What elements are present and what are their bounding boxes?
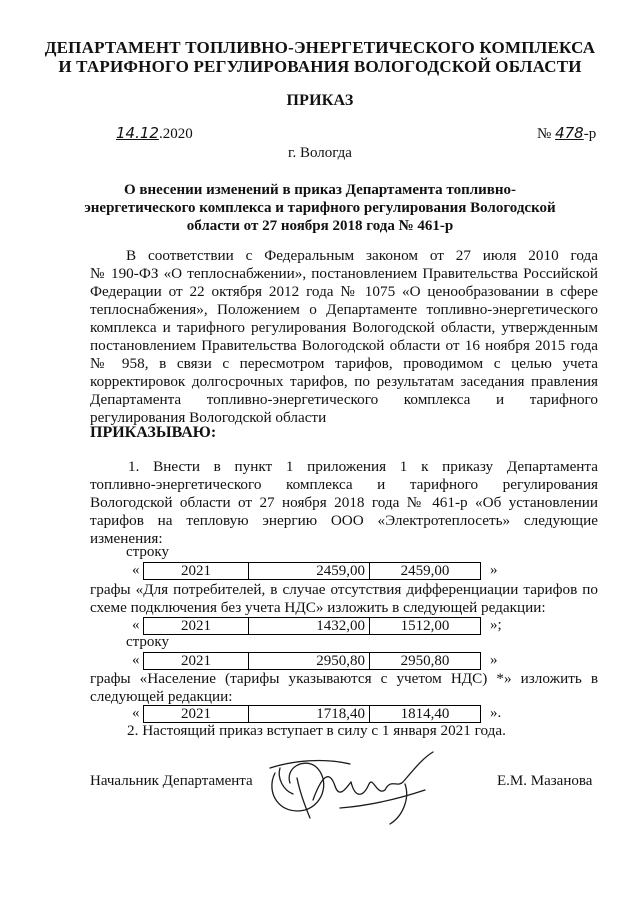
item-1-line: 1. Внести в пункт 1 приложения 1 к приказу Департамента	[128, 458, 598, 475]
document-date	[116, 124, 193, 143]
item-1-line: топливно-энергетического комплекса и тарифного регулирования	[90, 476, 598, 493]
title-line-2: энергетического комплекса и тарифного регулирования Вологодской	[84, 200, 556, 216]
item-1-line: тарифов на тепловую энергию ООО «Электротеплосеть» следующие	[90, 512, 598, 529]
handwritten-signature	[255, 738, 455, 833]
table-row	[144, 706, 481, 723]
signer-name: Е.М. Мазанова	[497, 773, 593, 789]
column-description-2	[90, 670, 598, 706]
description-line: следующей редакции:	[90, 688, 233, 705]
values-table-4	[143, 705, 481, 723]
year-cell: 2021	[144, 706, 249, 723]
value-cell: 2459,00	[370, 563, 481, 580]
quote-open: «	[132, 652, 140, 668]
preamble-line: Федерации от 22 октября 2012 года № 1075 «О ценообразовании в сфере	[90, 283, 598, 300]
year-cell: 2021	[144, 618, 249, 635]
document-title	[0, 181, 640, 235]
item-1-line: Вологодской области от 27 ноября 2018 года № 461-р «Об установлении	[90, 494, 598, 511]
description-line: графы «Для потребителей, в случае отсутствия дифференциации тарифов по	[90, 581, 598, 598]
year-cell: 2021	[144, 563, 249, 580]
preamble-line: регулирования Вологодской области	[90, 409, 327, 426]
values-table-2	[143, 617, 481, 635]
city: г. Вологда	[288, 145, 352, 161]
document-type: ПРИКАЗ	[286, 92, 354, 109]
document-number	[537, 124, 596, 143]
value-cell: 1432,00	[249, 618, 370, 635]
preamble-line: В соответствии с Федеральным законом от 27 июля 2010 года	[126, 247, 598, 264]
values-table-1	[143, 562, 481, 580]
column-description-1	[90, 581, 598, 617]
quote-close: »	[490, 562, 498, 578]
number-suffix: -р	[583, 126, 597, 142]
date-year: .2020	[158, 126, 193, 142]
preamble-line: корректировок долгосрочных тарифов, по результатам заседания правления	[90, 373, 598, 390]
description-line: графы «Население (тарифы указываются с учетом НДС) *» изложить в	[90, 670, 598, 687]
value-cell: 1512,00	[370, 618, 481, 635]
title-line-3: области от 27 ноября 2018 года № 461-р	[186, 218, 454, 234]
table-row	[144, 563, 481, 580]
number-sign: №	[537, 126, 552, 142]
row-label: строку	[126, 544, 169, 560]
values-table-3	[143, 652, 481, 670]
value-cell: 1814,40	[370, 706, 481, 723]
year-cell: 2021	[144, 653, 249, 670]
preamble-line: постановлением Правительства Вологодской области от 16 ноября 2015 года	[90, 337, 598, 354]
department-name-line-2: И ТАРИФНОГО РЕГУЛИРОВАНИЯ ВОЛОГОДСКОЙ ОБЛАСТИ	[58, 57, 582, 76]
description-line: схеме подключения без учета НДС» изложить в следующей редакции:	[90, 599, 546, 616]
quote-close: »;	[490, 617, 502, 633]
title-line-1: О внесении изменений в приказ Департамента топливно-	[123, 182, 517, 198]
value-cell: 2459,00	[249, 563, 370, 580]
preamble	[90, 247, 598, 427]
item-1	[90, 458, 598, 548]
preamble-line: Департамента топливно-энергетического комплекса и тарифного	[90, 391, 598, 408]
preamble-line: № 958, в связи с пересмотром тарифов, проводимом с целью учета	[90, 355, 598, 372]
department-name-line-1: ДЕПАРТАМЕНТ ТОПЛИВНО-ЭНЕРГЕТИЧЕСКОГО КОМПЛЕКСА	[44, 38, 596, 57]
quote-close: ».	[490, 705, 502, 721]
date-handwritten: 14.12	[116, 124, 159, 142]
order-word: ПРИКАЗЫВАЮ:	[90, 424, 217, 441]
value-cell: 2950,80	[249, 653, 370, 670]
quote-open: «	[132, 617, 140, 633]
preamble-line: теплоснабжения», Положением о Департаменте топливно-энергетического	[90, 301, 598, 318]
item-2: 2. Настоящий приказ вступает в силу с 1 января 2021 года.	[127, 722, 506, 739]
quote-open: «	[132, 705, 140, 721]
number-handwritten: 478	[555, 124, 584, 142]
value-cell: 1718,40	[249, 706, 370, 723]
preamble-line: комплекса и тарифного регулирования Вологодской области, утвержденным	[90, 319, 598, 336]
signer-position: Начальник Департамента	[90, 773, 253, 789]
table-row	[144, 618, 481, 635]
quote-open: «	[132, 562, 140, 578]
table-row	[144, 653, 481, 670]
value-cell: 2950,80	[370, 653, 481, 670]
row-label: строку	[126, 634, 169, 650]
quote-close: »	[490, 652, 498, 668]
preamble-line: № 190-ФЗ «О теплоснабжении», постановлением Правительства Российской	[90, 265, 598, 282]
item-1-line: изменения:	[90, 530, 163, 547]
